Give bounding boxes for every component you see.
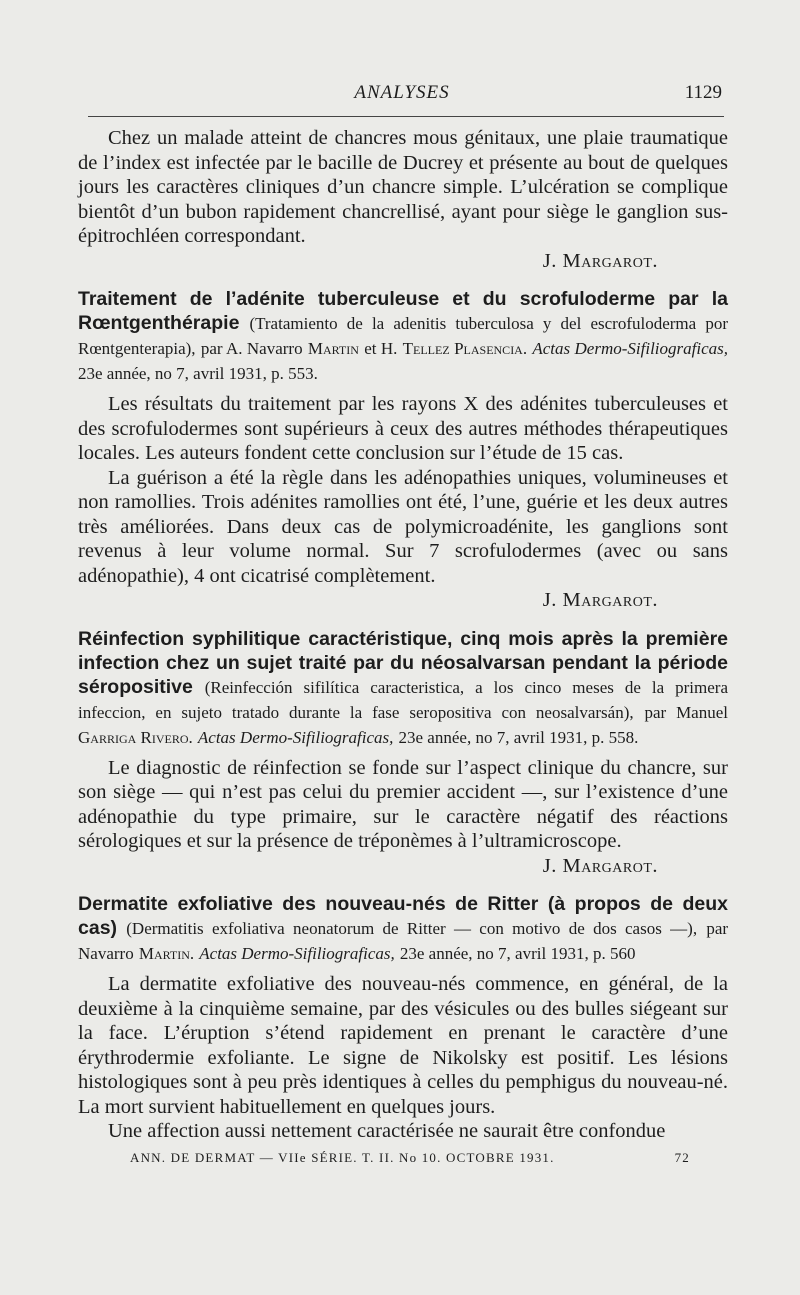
article-2-heading [78, 627, 728, 750]
article-3-paragraph-1: La dermatite exfoliative des nouveau-nés commence, en général, de la deuxième à la cinquième semaine, par des vésicules ou des bulles siégeant sur la face. L’éruption s’étend rapidement en prenant le caractère d’une érythrodermie exfoliante. Le signe de Nikolsky est positif. Les lésions histologiques sont à peu près identiques à celles du pemphigus du nouveau-né. La mort survient habituellement en quelques jours. [78, 973, 728, 1118]
article-1-ref-details: 23e année, no 7, avril 1931, p. 553. [78, 364, 318, 383]
article-1 [78, 287, 728, 613]
article-1-heading [78, 287, 728, 386]
header-rule [88, 116, 724, 117]
running-header [82, 82, 722, 112]
article-1-journal: Actas Dermo-Sifiliograficas, [532, 339, 728, 358]
intro-paragraph: Chez un malade atteint de chancres mous génitaux, une plaie traumatique de l’index est infectée par le bacille de Ducrey et présente au bout de quelques jours les caractères cliniques d’un chancre simple. L’ulcération se complique bientôt d’un bubon rapidement chancrellisé, ayant pour siège le ganglion sus-épitrochléen correspondant. [78, 127, 728, 247]
article-3 [78, 892, 728, 1144]
article-1-paragraph-1: Les résultats du traitement par les rayons X des adénites tuberculeuses et des scrofulodermes sont supérieurs à ceux des autres méthodes thérapeutiques locales. Les auteurs fondent cette conclusion sur l’étude de 15 cas. [78, 393, 728, 464]
article-1-author-1: Martin [307, 339, 359, 358]
article-1-ref-by: par A. Navarro [200, 339, 303, 358]
article-1-original-title: (Tratamiento de la adenitis tuberculosa y del escrofuloderma por Rœntgenterapia), [78, 314, 729, 358]
article-1-title: Traitement de l’adénite tuberculeuse et du scrofuloderme par la Rœntgenthérapie [78, 288, 728, 334]
page-number: 1129 [684, 82, 722, 103]
article-3-heading [78, 892, 728, 966]
article-2-paragraph-1: Le diagnostic de réinfection se fonde sur l’aspect clinique du chancre, sur son siège — qui n’est pas celui du premier accident —, sur l’existence d’une adénopathie du type primaire, sur le caractère négatif des réactions sérologiques et sur la présence de tréponèmes à l’ultramicroscope. [78, 756, 728, 852]
article-2-title: Réinfection syphilitique caractéristique, cinq mois après la première infection chez un sujet traité par du néosalvarsan pendant la période séropositive [78, 627, 728, 698]
article-3-paragraph-2: Une affection aussi nettement caractérisée ne saurait être confondue [108, 1120, 666, 1142]
article-3-original-title: (Dermatitis exfoliativa neonatorum de Ritter — con motivo de dos casos —), [126, 919, 698, 938]
intro-signature: J. Margarot. [542, 249, 658, 272]
article-2-original-title: (Reinfección sifilítica caracteristica, a los cinco meses de la primera infeccion, en sujeto tratado durante la fase seropositiva con neosalvarsán), [78, 677, 729, 722]
page-footer [130, 1150, 690, 1166]
article-3-ref-by: par Navarro [78, 919, 729, 963]
running-title: ANALYSES [354, 82, 450, 103]
article-1-author-2: Tellez Plasencia. [402, 339, 528, 358]
article-2-ref-details: 23e année, no 7, avril 1931, p. 558. [398, 727, 639, 747]
article-3-title: Dermatite exfoliative des nouveau-nés de Ritter (à propos de deux cas) [78, 893, 728, 939]
article-1-paragraph-2: La guérison a été la règle dans les adénopathies uniques, volumineuses et non ramollies. Trois adénites ramollies ont été, l’une, guérie et les deux autres très améliorées. Dans deux cas de polymicroadénite, les ganglions sont revenus à leur volume normal. Sur 7 scrofulodermes (avec ou sans adénopathie), 4 ont cicatrisé complètement. [78, 466, 728, 587]
page-content [78, 126, 728, 1144]
article-2-signature: J. Margarot. [542, 854, 658, 877]
article-1-signature: J. Margarot. [542, 589, 658, 611]
footer-signature-mark: 72 [674, 1150, 690, 1165]
article-2-ref-by: par Manuel [644, 702, 728, 722]
article-2-author-1: Garriga Rivero. [78, 727, 193, 747]
footer-journal-info: ANN. DE DERMAT — VIIe SÉRIE. T. II. No 10. OCTOBRE 1931. [130, 1150, 555, 1165]
article-3-author-1: Martin. [138, 944, 195, 963]
article-3-journal: Actas Dermo-Sifiliograficas, [199, 944, 395, 963]
article-2-journal: Actas Dermo-Sifiliograficas, [197, 727, 394, 747]
article-2 [78, 627, 728, 879]
article-1-ref-and: et H. [364, 339, 398, 358]
article-3-ref-details: 23e année, no 7, avril 1931, p. 560 [399, 944, 636, 963]
